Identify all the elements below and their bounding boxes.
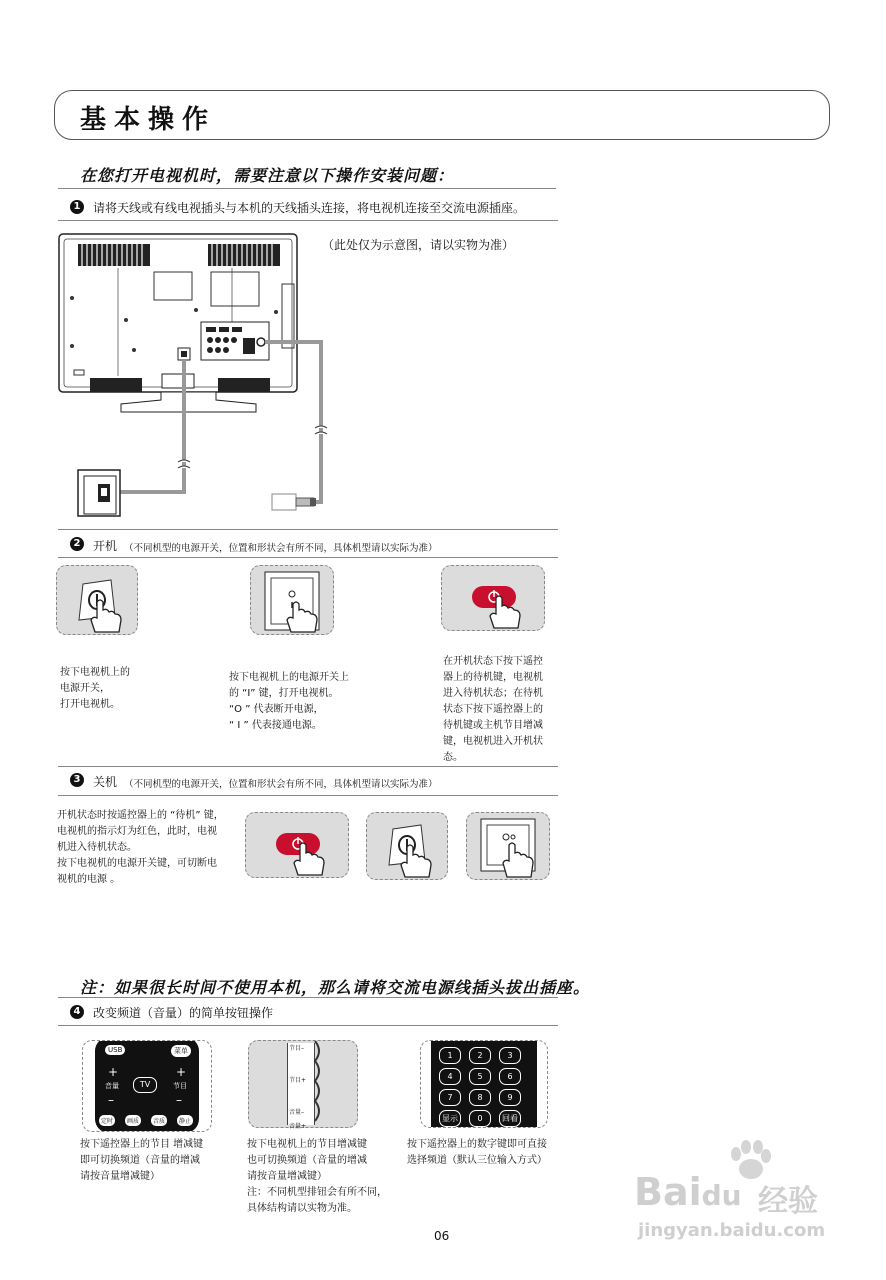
step3-label: 关机 [93, 775, 118, 789]
step1-text: 请将天线或有线电视插头与本机的天线插头连接，将电视机连接至交流电源插座。 [93, 201, 526, 215]
step2-label: 开机 [93, 539, 118, 553]
divider [58, 220, 558, 221]
keypad-key[interactable]: 回看 [499, 1110, 521, 1127]
side-label[interactable]: 节目+ [289, 1077, 307, 1084]
rocker-switch-panel [250, 565, 334, 635]
remote-volume-program-panel [82, 1040, 212, 1132]
step1-number: 1 [70, 200, 84, 214]
rocker-switch-panel [466, 812, 550, 880]
volume-down-button[interactable]: – [108, 1093, 114, 1107]
step3-number: 3 [70, 773, 84, 787]
baidu-watermark [634, 1140, 874, 1260]
watermark-brand: Bai [634, 1170, 702, 1214]
step4-text: 改变频道（音量）的简单按钮操作 [93, 1006, 274, 1020]
watermark-suffix: 经验 [758, 1184, 818, 1219]
keypad-key[interactable]: 0 [469, 1110, 491, 1127]
step2-caption-1: 按下电视机上的 电源开关， 打开电视机。 [60, 667, 130, 710]
divider [58, 766, 558, 767]
keypad-key[interactable]: 3 [499, 1047, 521, 1064]
divider [58, 795, 558, 796]
pointing-hand-icon [246, 813, 348, 877]
step4-caption-2: 按下电视机上的节目增减键 也可切换频道（音量的增减 请按音量增减键） 注：不同机型排钮会有所不同， 具体结构请以实物为准。 [247, 1139, 387, 1214]
side-label[interactable]: 音量+ [289, 1123, 307, 1130]
keypad-key[interactable]: 8 [469, 1089, 491, 1106]
step3-note: （不同机型的电源开关，位置和形状会有所不同，具体机型请以实际为准） [124, 779, 438, 790]
number-keypad [439, 1047, 531, 1123]
divider [58, 529, 558, 530]
pointing-hand-icon [442, 566, 544, 630]
usb-button[interactable]: USB [105, 1045, 125, 1055]
keypad-key[interactable]: 显示 [439, 1110, 461, 1127]
keypad-key[interactable]: 1 [439, 1047, 461, 1064]
intro-heading: 在您打开电视机时，需要注意以下操作安装问题： [80, 166, 455, 185]
side-label[interactable]: 音量– [289, 1109, 305, 1116]
keypad-key[interactable]: 4 [439, 1068, 461, 1085]
program-up-button[interactable]: + [176, 1065, 187, 1079]
divider [58, 1025, 558, 1026]
step2-caption-3: 在开机状态下按下遥控 器上的待机键，电视机 进入待机状态；在待机 状态下按下遥控器上的 待机键或主机节目增减 键，电视机进入开机状 态。 [443, 656, 543, 763]
pointing-hand-icon [57, 566, 137, 634]
remote-standby-panel [441, 565, 545, 631]
pointing-hand-icon [367, 813, 447, 879]
step2-caption-2: 按下电视机上的电源开关上 的 “I” 键，打开电视机。 “O ” 代表断开电源， “ I ” 代表接通电源。 [229, 672, 349, 731]
volume-label: 音量 [105, 1082, 119, 1090]
power-switch-panel [366, 812, 448, 880]
page-number: 06 [434, 1229, 450, 1243]
pointing-hand-icon [251, 566, 333, 634]
step2-number: 2 [70, 537, 84, 551]
keypad-key[interactable]: 9 [499, 1089, 521, 1106]
remote-keypad-panel [420, 1040, 548, 1128]
tv-connection-diagram [56, 228, 346, 524]
watermark-url: jingyan.baidu.com [638, 1220, 826, 1241]
warning-note: 注：如果很长时间不使用本机，那么请将交流电源线插头拔出插座。 [80, 978, 591, 997]
freeze-button[interactable]: 静止 [177, 1115, 193, 1126]
tv-button[interactable]: TV [133, 1077, 157, 1093]
keypad-key[interactable]: 6 [499, 1068, 521, 1085]
keypad-key[interactable]: 7 [439, 1089, 461, 1106]
watermark-brand-2: du [701, 1179, 742, 1212]
step4-caption-3: 按下遥控器上的数字键即可直接 选择频道（默认三位输入方式） [407, 1139, 547, 1166]
keypad-key[interactable]: 5 [469, 1068, 491, 1085]
remote-standby-panel [245, 812, 349, 878]
power-switch-panel [56, 565, 138, 635]
divider [58, 557, 558, 558]
side-panel-edge [313, 1041, 325, 1127]
step4-caption-1: 按下遥控器上的节目 增减键 即可切换频道（音量的增减 请按音量增减键） [80, 1139, 204, 1182]
sound-button[interactable]: 音质 [151, 1115, 167, 1126]
diagram-note: （此处仅为示意图，请以实物为准） [322, 238, 515, 252]
divider [58, 188, 556, 189]
timer-button[interactable]: 定时 [99, 1115, 115, 1126]
keypad-key[interactable]: 2 [469, 1047, 491, 1064]
pointing-hand-icon [467, 813, 549, 879]
divider [58, 997, 558, 998]
tv-side-buttons-panel [248, 1040, 358, 1128]
program-down-button[interactable]: – [176, 1093, 182, 1107]
step3-caption: 开机状态时按遥控器上的 “待机” 键， 电视机的指示灯为红色，此时，电视 机进入待机状态。 按下电视机的电源开关键，可切断电 视机的电源 。 [57, 810, 224, 885]
side-label[interactable]: 节目– [289, 1045, 305, 1052]
picture-button[interactable]: 画质 [125, 1115, 141, 1126]
menu-button[interactable]: 菜单 [171, 1045, 191, 1057]
page-title: 基本操作 [80, 105, 217, 135]
step2-note: （不同机型的电源开关，位置和形状会有所不同，具体机型请以实际为准） [124, 543, 438, 554]
program-label: 节目 [173, 1082, 187, 1090]
step4-number: 4 [70, 1005, 84, 1019]
volume-up-button[interactable]: + [108, 1065, 119, 1079]
